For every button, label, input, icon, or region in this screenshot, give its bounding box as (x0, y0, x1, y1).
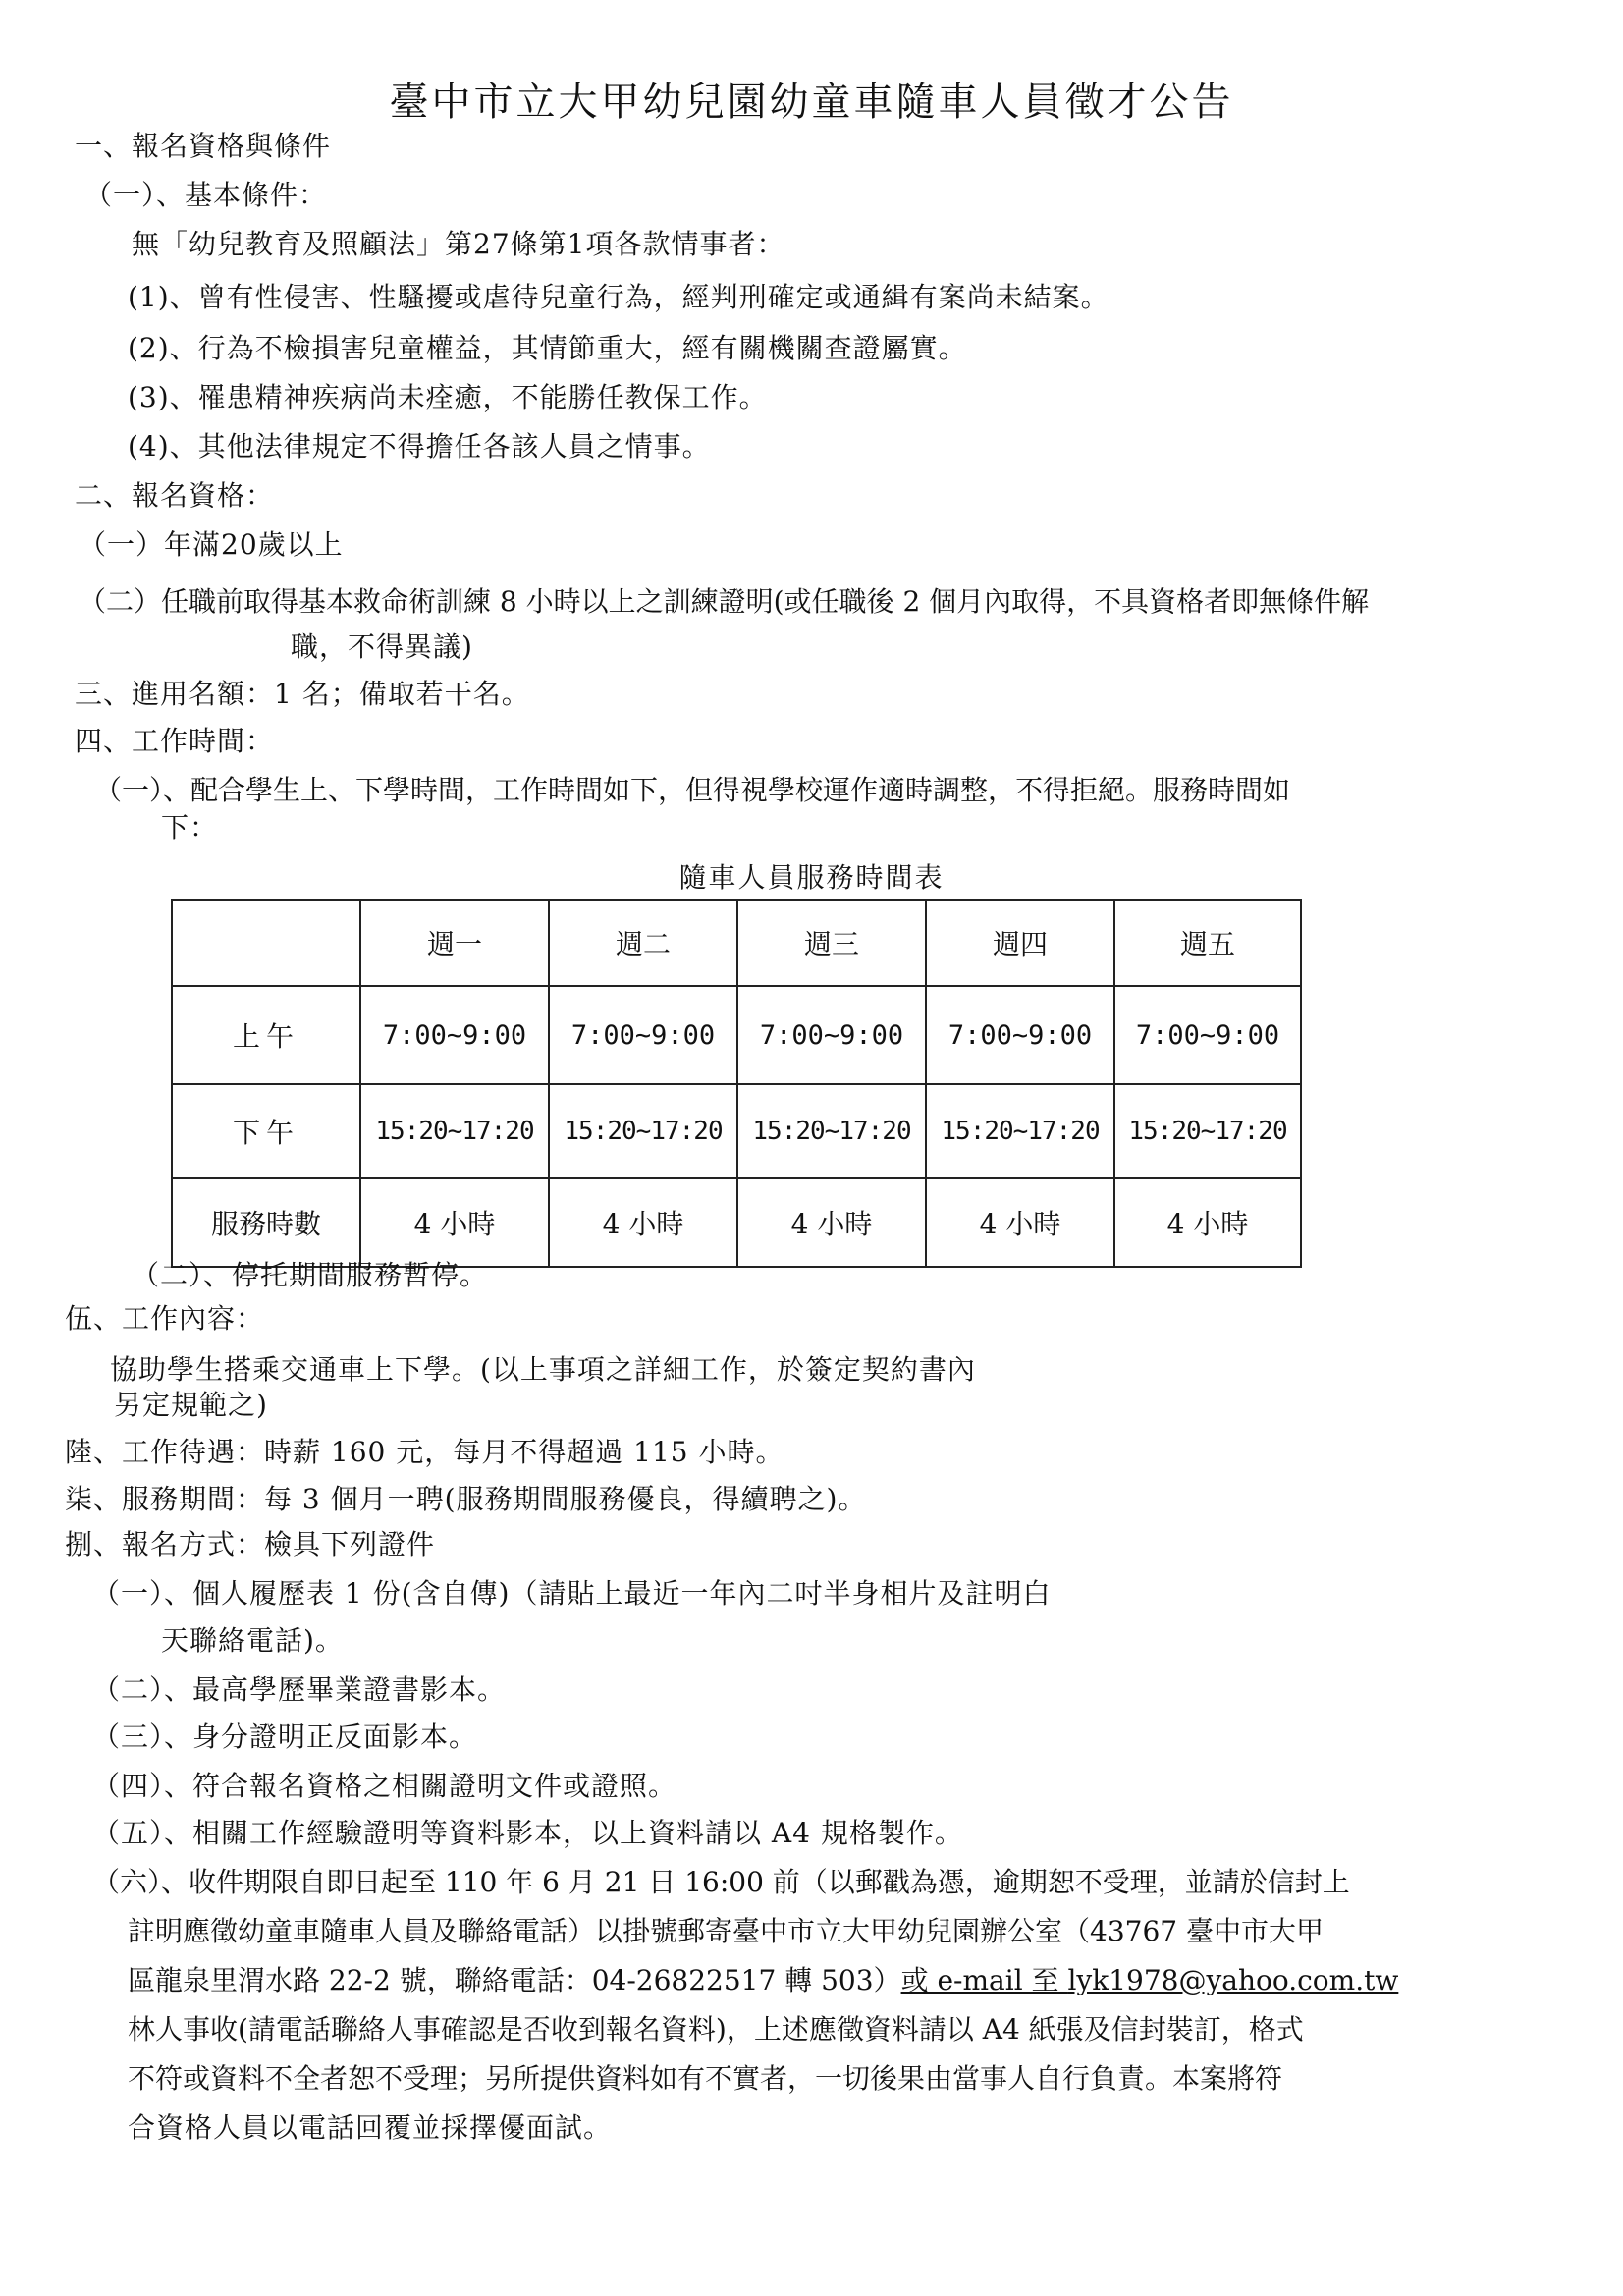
section-5-line-1: 協助學生搭乘交通車上下學。(以上事項之詳細工作，於簽定契約書內 (110, 1353, 976, 1386)
item-6-address: 區龍泉里渭水路 22-2 號，聯絡電話：04-26822517 轉 503） (128, 1964, 901, 1996)
schedule-cell: 15:20~17:20 (926, 1084, 1114, 1178)
section-8-item-2: （二）、最高學歷畢業證書影本。 (92, 1673, 507, 1706)
section-8-item-6-line-4: 林人事收(請電話聯絡人事確認是否收到報名資料)，上述應徵資料請以 A4 紙張及信封裝訂，格式 (128, 2013, 1304, 2046)
section-4-sub-1-line-2: 下： (161, 811, 219, 844)
section-1-heading: 一、報名資格與條件 (75, 130, 332, 162)
section-3-text: 三、進用名額：1 名；備取若干名。 (75, 678, 530, 710)
section-8-item-6-line-5: 不符或資料不全者恕不受理；另所提供資料如有不實者，一切後果由當事人自行負責。本案將符 (128, 2062, 1283, 2095)
section-8-item-5: （五）、相關工作經驗證明等資料影本，以上資料請以 A4 規格製作。 (92, 1817, 963, 1849)
section-8-item-6-line-3 (128, 1964, 1398, 1997)
section-1-item-2: (2)、行為不檢損害兒童權益，其情節重大，經有關機關查證屬實。 (128, 332, 967, 364)
schedule-cell: 4 小時 (549, 1178, 737, 1267)
schedule-cell: 7:00~9:00 (549, 986, 737, 1084)
schedule-row-label: 服務時數 (172, 1178, 360, 1267)
schedule-cell: 4 小時 (360, 1178, 549, 1267)
section-1-sub-1: （一）、基本條件： (84, 179, 328, 211)
schedule-cell: 4 小時 (737, 1178, 926, 1267)
section-1-intro: 無「幼兒教育及照顧法」第27條第1項各款情事者： (132, 228, 785, 260)
schedule-row-label: 上午 (172, 986, 360, 1084)
section-8-item-6-line-1: （六）、收件期限自即日起至 110 年 6 月 21 日 16:00 前（以郵戳為憑，逾期恕不受理，並請於信封上 (92, 1866, 1350, 1898)
section-5-heading: 伍、工作內容： (65, 1302, 265, 1335)
schedule-row-morning (172, 986, 1301, 1084)
schedule-corner-cell (172, 900, 360, 986)
schedule-cell: 7:00~9:00 (737, 986, 926, 1084)
schedule-row-afternoon (172, 1084, 1301, 1178)
schedule-cell: 7:00~9:00 (360, 986, 549, 1084)
schedule-day-header: 週一 (360, 900, 549, 986)
schedule-cell: 15:20~17:20 (549, 1084, 737, 1178)
section-8-item-1-line-1: （一）、個人履歷表 1 份(含自傳)（請貼上最近一年內二吋半身相片及註明白 (92, 1577, 1052, 1610)
section-6-text: 陸、工作待遇：時薪 160 元，每月不得超過 115 小時。 (65, 1436, 784, 1468)
page-title: 臺中市立大甲幼兒園幼童車隨車人員徵才公告 (389, 80, 1234, 125)
schedule-header-row (172, 900, 1301, 986)
section-4-sub-2: （二）、停托期間服務暫停。 (132, 1259, 489, 1291)
section-4-heading: 四、工作時間： (75, 725, 275, 757)
schedule-day-header: 週二 (549, 900, 737, 986)
email-link[interactable]: lyk1978@yahoo.com.tw (1067, 1964, 1399, 1996)
section-7-text: 柒、服務期間：每 3 個月一聘(服務期間服務優良，得續聘之)。 (65, 1483, 867, 1515)
section-2-item-1: （一）年滿20歲以上 (79, 528, 344, 561)
section-8-item-3: （三）、身分證明正反面影本。 (92, 1721, 478, 1753)
schedule-day-header: 週四 (926, 900, 1114, 986)
schedule-row-label: 下午 (172, 1084, 360, 1178)
schedule-caption: 隨車人員服務時間表 (678, 861, 945, 894)
schedule-table (171, 899, 1302, 1268)
schedule-day-header: 週五 (1114, 900, 1301, 986)
schedule-cell: 7:00~9:00 (1114, 986, 1301, 1084)
schedule-cell: 15:20~17:20 (1114, 1084, 1301, 1178)
schedule-cell: 7:00~9:00 (926, 986, 1114, 1084)
section-2-heading: 二、報名資格： (75, 479, 275, 512)
section-1-item-3: (3)、罹患精神疾病尚未痊癒，不能勝任教保工作。 (128, 381, 768, 413)
section-8-item-6-line-6: 合資格人員以電話回覆並採擇優面試。 (128, 2111, 613, 2144)
email-link-prefix[interactable]: 或 e-mail 至 (900, 1964, 1068, 1996)
section-8-item-1-line-2: 天聯絡電話)。 (161, 1624, 344, 1657)
section-5-line-2: 另定規範之) (114, 1389, 268, 1421)
section-8-item-6-line-2: 註明應徵幼童車隨車人員及聯絡電話）以掛號郵寄臺中市立大甲幼兒園辦公室（43767 臺中市大甲 (128, 1915, 1324, 1947)
schedule-cell: 4 小時 (1114, 1178, 1301, 1267)
schedule-cell: 15:20~17:20 (737, 1084, 926, 1178)
section-2-item-2-line-1: （二）任職前取得基本救命術訓練 8 小時以上之訓練證明(或任職後 2 個月內取得，不具資格者即無條件解 (79, 585, 1370, 618)
section-1-item-4: (4)、其他法律規定不得擔任各該人員之情事。 (128, 430, 711, 463)
schedule-cell: 15:20~17:20 (360, 1084, 549, 1178)
schedule-row-hours (172, 1178, 1301, 1267)
section-8-item-4: （四）、符合報名資格之相關證明文件或證照。 (92, 1770, 677, 1802)
schedule-cell: 4 小時 (926, 1178, 1114, 1267)
section-8-heading: 捌、報名方式：檢具下列證件 (65, 1528, 436, 1560)
schedule-day-header: 週三 (737, 900, 926, 986)
section-2-item-2-line-2: 職，不得異議) (291, 630, 473, 663)
section-1-item-1: (1)、曾有性侵害、性騷擾或虐待兒童行為，經判刑確定或通緝有案尚未結案。 (128, 281, 1109, 313)
section-4-sub-1-line-1: （一）、配合學生上、下學時間，工作時間如下，但得視學校運作適時調整，不得拒絕。服務時間如 (94, 774, 1291, 806)
